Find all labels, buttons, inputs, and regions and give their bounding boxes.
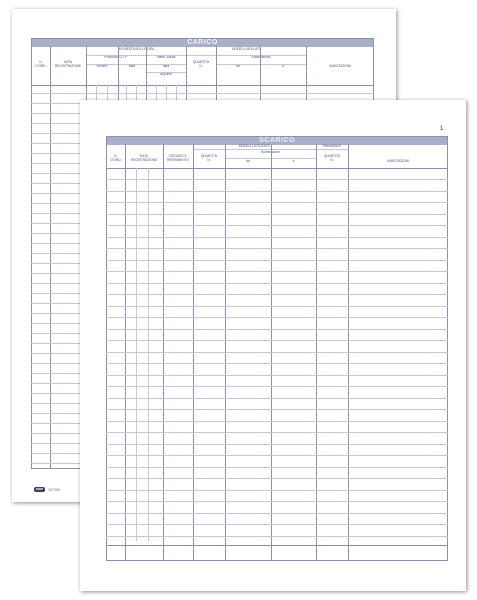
carico-header-annotazioni: ANNOTAZIONI [329, 64, 351, 68]
scarico-table [106, 136, 448, 561]
scarico-header-decade: DECADE DI RIFERIMENTO [167, 154, 189, 162]
scarico-row-line [106, 329, 448, 330]
scarico-row-line [106, 386, 448, 387]
scarico-header-modelli-utilizzati: MODELLI UTILIZZATI [238, 144, 271, 148]
carico-header-da: da [236, 64, 240, 68]
scarico-subcolumn-line [148, 168, 149, 541]
carico-header-protocollo: Protocollo U.T.F. [104, 55, 128, 59]
carico-row-line [31, 93, 374, 94]
scarico-row-line [106, 317, 448, 318]
carico-header-numerazione: Numerazione [251, 55, 271, 59]
scarico-row-line [106, 398, 448, 399]
scarico-header-rimanenze: RIMANENZE [322, 144, 342, 148]
page-number: 1 [440, 126, 444, 132]
carico-header-data2: data [162, 64, 170, 68]
scarico-row-line [106, 191, 448, 192]
scarico-row-line [106, 260, 448, 261]
scarico-row-line [106, 294, 448, 295]
scarico-row-line [106, 478, 448, 479]
scarico-row-line [106, 225, 448, 226]
scarico-row-line [106, 432, 448, 433]
scarico-header-data-registrazione: DATA REGISTRAZIONE [130, 154, 158, 162]
carico-subheader-line [86, 55, 306, 56]
scarico-row-line [106, 444, 448, 445]
carico-column-line [50, 46, 51, 469]
scarico-header-a: a [292, 159, 295, 163]
carico-header-quantita: QUANTITÀ N. [192, 60, 210, 68]
carico-header-attest-bollati: Attest. Bollati [156, 55, 176, 59]
scarico-row-line [106, 409, 448, 410]
scarico-header-quantita-rimanenze: QUANTITÀ N. [323, 154, 341, 162]
scarico-header-quantita: QUANTITÀ N. [200, 154, 218, 162]
scarico-header-annotazioni: ANNOTAZIONI [387, 159, 409, 163]
scarico-row-line [106, 179, 448, 180]
scarico-row-line [106, 501, 448, 502]
scarico-row-line [106, 271, 448, 272]
scarico-row-line [106, 421, 448, 422]
scarico-title: SCARICO [107, 137, 447, 145]
scarico-sheet [80, 100, 466, 591]
scarico-row-line [106, 467, 448, 468]
carico-subheader-line [216, 64, 306, 65]
carico-header-numero: numero [96, 64, 108, 68]
carico-header-divider [31, 85, 374, 86]
scarico-header-divider [106, 168, 448, 169]
scarico-row-line [106, 248, 448, 249]
carico-subheader-line [146, 72, 186, 73]
carico-header-data-registrazione: DATA REGISTRAZIONE [54, 60, 82, 68]
carico-subheader-line [86, 64, 186, 65]
scarico-row-line [106, 283, 448, 284]
scarico-row-line [106, 490, 448, 491]
scarico-row-line [106, 363, 448, 364]
scarico-total-line [106, 545, 448, 546]
carico-header-data: data [128, 64, 136, 68]
scarico-header-numerazione: Numerazione [261, 150, 280, 154]
scarico-row-line [106, 340, 448, 341]
scarico-row-line [106, 202, 448, 203]
carico-header-modelli-bollati: MODELLI BOLLATI [232, 47, 260, 51]
scarico-header-da: da [246, 159, 250, 163]
scarico-row-line [106, 214, 448, 215]
carico-header-richiesta-bollatura: RICHIESTA BOLLATURA [117, 47, 155, 51]
scarico-row-line [106, 237, 448, 238]
carico-title: CARICO [32, 39, 373, 47]
scarico-row-line [106, 306, 448, 307]
scarico-subcolumn-line [136, 168, 137, 541]
scarico-row-line [106, 455, 448, 456]
carico-footer-code: 1072/M [48, 488, 60, 492]
scarico-row-line [106, 536, 448, 537]
carico-header-appunto: Appunto [160, 72, 172, 76]
scarico-row-line [106, 375, 448, 376]
scarico-row-line [106, 524, 448, 525]
scarico-row-line [106, 352, 448, 353]
carico-header-num-ordine: N. D'ORD. [35, 60, 47, 68]
scarico-row-line [106, 513, 448, 514]
scarico-header-num-ordine: N. D'ORD. [110, 154, 122, 162]
carico-header-a: a [282, 64, 284, 68]
edip-logo: EDIP [36, 487, 44, 491]
